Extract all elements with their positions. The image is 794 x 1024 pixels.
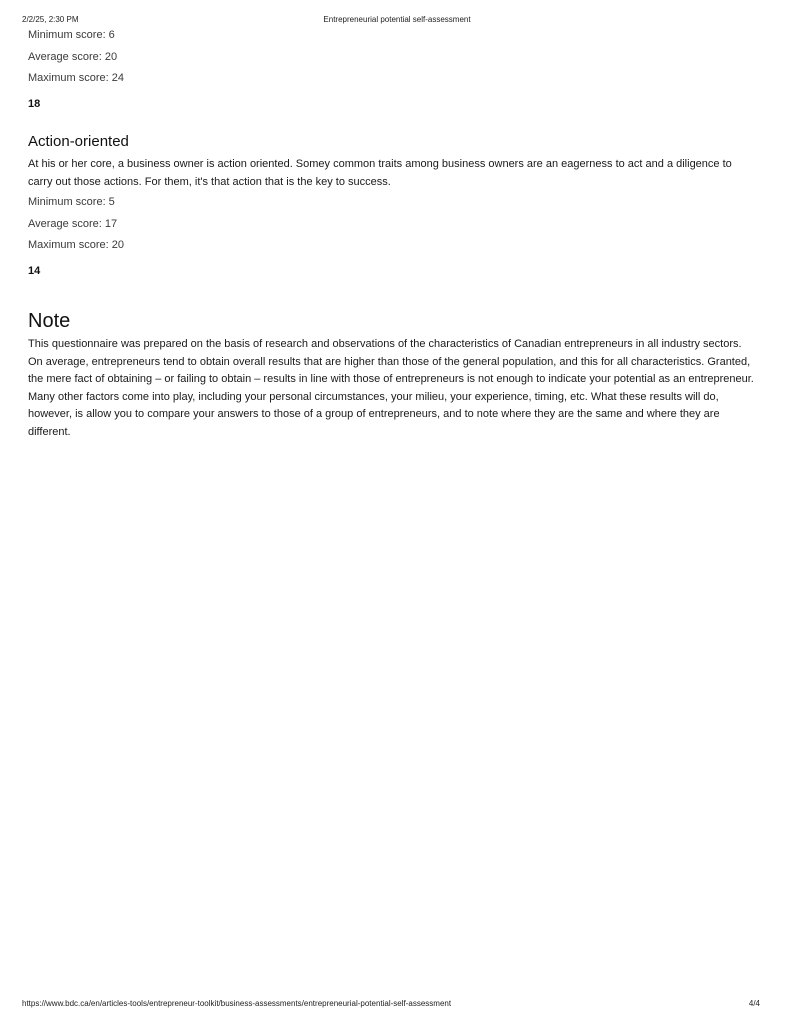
print-header [22,14,772,26]
user-score: 14 [28,265,41,277]
note-heading: Note [28,310,71,332]
minimum-score: Minimum score: 5 [28,196,115,208]
section-heading: Action-oriented [28,133,129,150]
user-score: 18 [28,98,41,110]
page-url: https://www.bdc.ca/en/articles-tools/entrepreneur-toolkit/business-assessments/entrepreneurial-potential-self-assessment [22,999,452,1008]
page-content [28,28,758,441]
print-footer [22,998,772,1010]
print-page-title: Entrepreneurial potential self-assessment [323,15,471,24]
action-oriented-section [28,133,758,278]
print-date: 2/2/25, 2:30 PM [22,15,79,24]
previous-section-scores [28,28,758,111]
note-section [28,309,758,441]
average-score: Average score: 20 [28,50,118,63]
average-score: Average score: 17 [28,217,118,230]
maximum-score: Maximum score: 20 [28,239,124,251]
note-text: This questionnaire was prepared on the basis of research and observations of the characteristics of Canadian entrepreneurs in all industry sectors. On average, entrepreneurs tend to obtain overall results that are higher than those of the general population, and this for all characteristics. Granted, the mere fact of obtaining – or failing to obtain – results in line with those of entrepreneurs is not enough to indicate your potential as an entrepreneur. Many other factors come into play, including your personal circumstances, your milieu, your experience, timing, etc. What these results will do, however, is allow you to compare your answers to those of a group of entrepreneurs, and to note where they are the same and where they are different. [28,338,754,438]
minimum-score: Minimum score: 6 [28,29,115,41]
page-number: 4/4 [748,999,760,1008]
section-description: At his or her core, a business owner is action oriented. Somey common traits among business owners are an eagerness to act and a diligence to carry out those actions. For them, it's that action that is the key to success. [28,158,732,188]
maximum-score: Maximum score: 24 [28,72,124,84]
